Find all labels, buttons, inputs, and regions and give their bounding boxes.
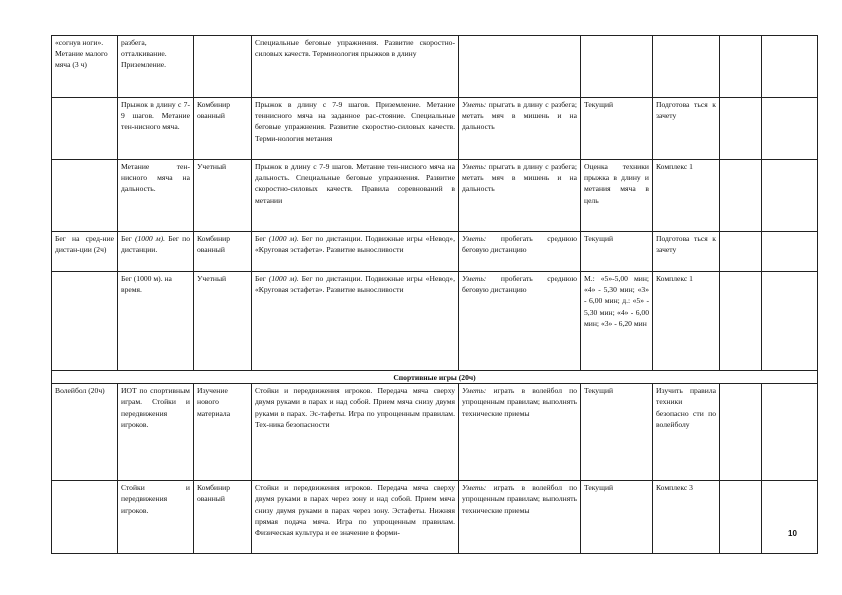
homework-cell: Изучить правила техники безопасно сти по волейболу: [653, 384, 720, 481]
empty-cell: [762, 232, 818, 272]
requirements-cell: [459, 272, 581, 371]
empty-cell: [762, 36, 818, 98]
requirement-text: пробегать среднюю беговую дистанцию: [462, 274, 577, 295]
lesson-topic-text: Бег: [121, 234, 132, 243]
content-cell: Специальные беговые упражнения. Развитие скоростно-силовых качеств. Терминология прыжков в длину: [252, 36, 459, 98]
table-row: [52, 232, 818, 272]
lesson-type-cell: Комбинир ованный: [194, 98, 252, 160]
requirement-label: Уметь:: [462, 386, 487, 396]
lesson-topic-cell: Прыжок в длину с 7-9 шагов. Метание тен-нисного мяча.: [118, 98, 194, 160]
content-cell: Прыжок в длину с 7-9 шагов. Метание тен-нисного мяча на дальность. Специальные беговые упражнения. Развитие скоростно-силовых качеств. Правила соревнований в метании: [252, 160, 459, 232]
homework-cell: Подготова ться к зачету: [653, 98, 720, 160]
empty-cell: [720, 160, 762, 232]
content-text: Бег: [255, 234, 266, 243]
control-cell: Текущий: [581, 98, 653, 160]
content-cell: [252, 232, 459, 272]
content-cell: Стойки и передвижения игроков. Передача мяча сверху двумя руками в парах через зону и над собой. Прием мяча снизу двумя руками в парах через зону. Эстафеты. Нижняя прямая подача мяча. Игра по упрощенным правилам. Физическая культура и ее значение в форми-: [252, 481, 459, 554]
topic-cell: [52, 481, 118, 554]
content-text: Бег по дистанции. Подвижные игры «Невод», «Круговая эстафета». Развитие выносливости: [255, 234, 455, 255]
lesson-type-cell: Комбинир ованный: [194, 481, 252, 554]
content-cell: Прыжок в длину с 7-9 шагов. Приземление. Метание теннисного мяча на заданное рас-стояние. Специальные беговые упражнения. Развитие скоростно-силовых качеств. Терми-нология метания: [252, 98, 459, 160]
topic-cell: Бег на сред-ние дистан-ции (2ч): [52, 232, 118, 272]
topic-cell: «согнув ноги». Метание малого мяча (3 ч): [52, 36, 118, 98]
lesson-type-cell: Учетный: [194, 272, 252, 371]
topic-cell: [52, 160, 118, 232]
control-cell: Текущий: [581, 481, 653, 554]
requirement-label: Уметь:: [462, 234, 487, 243]
table-row: [52, 160, 818, 232]
lesson-plan-table: [51, 35, 818, 554]
requirements-cell: [459, 481, 581, 554]
homework-cell: Комплекс 3: [653, 481, 720, 554]
content-text: Бег: [255, 274, 266, 283]
content-text: Бег по дистанции. Подвижные игры «Невод», «Круговая эстафета». Развитие выносливости: [255, 274, 455, 295]
lesson-topic-cell: разбега, отталкивание. Приземление.: [118, 36, 194, 98]
requirements-cell: [459, 384, 581, 481]
requirement-label: Уметь:: [462, 274, 487, 283]
distance-text: (1000 м).: [268, 234, 299, 243]
homework-cell: Комплекс 1: [653, 272, 720, 371]
homework-cell: Подготова ться к зачету: [653, 232, 720, 272]
section-row: [52, 371, 818, 384]
empty-cell: [762, 160, 818, 232]
distance-text: (1000 м).: [134, 234, 166, 243]
empty-cell: [762, 272, 818, 371]
lesson-topic-cell: ИОТ по спортивным играм. Стойки и передвижения игроков.: [118, 384, 194, 481]
section-heading: Спортивные игры (20ч): [52, 371, 818, 384]
requirement-label: Уметь:: [462, 100, 487, 109]
requirement-text: прыгать в длину с разбега; метать мяч в мишень и на дальность: [462, 100, 577, 132]
requirements-cell: [459, 232, 581, 272]
empty-cell: [720, 272, 762, 371]
empty-cell: [762, 481, 818, 554]
empty-cell: [720, 232, 762, 272]
requirements-cell: [459, 160, 581, 232]
control-cell: М.: «5»-5,00 мин; «4» - 5,30 мин; «3» - 6,00 мин; д.: «5» - 5,30 мин; «4» - 6,00 мин; «3» - 6,20 мин: [581, 272, 653, 371]
lesson-type-cell: Учетный: [194, 160, 252, 232]
table-row: [52, 36, 818, 98]
topic-cell: [52, 272, 118, 371]
homework-cell: Комплекс 1: [653, 160, 720, 232]
empty-cell: [720, 36, 762, 98]
empty-cell: [720, 481, 762, 554]
control-cell: Оценка техники прыжка в длину и метания мяча в цель: [581, 160, 653, 232]
lesson-topic-cell: Бег (1000 м). на время.: [118, 272, 194, 371]
control-cell: [581, 36, 653, 98]
lesson-topic-cell: [118, 232, 194, 272]
empty-cell: [762, 384, 818, 481]
topic-cell: Волейбол (20ч): [52, 384, 118, 481]
requirements-cell: [459, 98, 581, 160]
table-row: [52, 272, 818, 371]
requirement-text: играть в волейбол по упрощенным правилам; выполнять технические приемы: [462, 483, 577, 515]
control-cell: Текущий: [581, 232, 653, 272]
lesson-type-cell: Изучение нового материала: [194, 384, 252, 481]
empty-cell: [720, 98, 762, 160]
control-cell: Текущий: [581, 384, 653, 481]
table-row: [52, 384, 818, 481]
requirement-label: Уметь:: [462, 483, 487, 493]
content-cell: Стойки и передвижения игроков. Передача мяча сверху двумя руками в парах и над собой. Прием мяча снизу двумя руками в парах. Эс-тафеты. Игра по упрощенным правилам. Тех-ника безопасности: [252, 384, 459, 481]
empty-cell: [720, 384, 762, 481]
lesson-topic-cell: Метание тен-нисного мяча на дальность.: [118, 160, 194, 232]
requirement-text: играть в волейбол по упрощенным правилам; выполнять технические приемы: [462, 386, 577, 418]
lesson-topic-text: Бег по дистанции.: [121, 234, 190, 255]
lesson-type-cell: [194, 36, 252, 98]
requirement-label: Уметь:: [462, 162, 487, 171]
homework-cell: [653, 36, 720, 98]
distance-text: (1000 м).: [268, 274, 299, 283]
page-number: 10: [788, 529, 797, 538]
lesson-topic-cell: Стойки и передвижения игроков.: [118, 481, 194, 554]
topic-cell: [52, 98, 118, 160]
table-row: [52, 481, 818, 554]
requirement-text: прыгать в длину с разбега; метать мяч в мишень и на дальность: [462, 162, 577, 194]
table-row: [52, 98, 818, 160]
content-cell: [252, 272, 459, 371]
empty-cell: [762, 98, 818, 160]
requirements-cell: [459, 36, 581, 98]
requirement-text: пробегать среднюю беговую дистанцию: [462, 234, 577, 255]
lesson-type-cell: Комбинир ованный: [194, 232, 252, 272]
